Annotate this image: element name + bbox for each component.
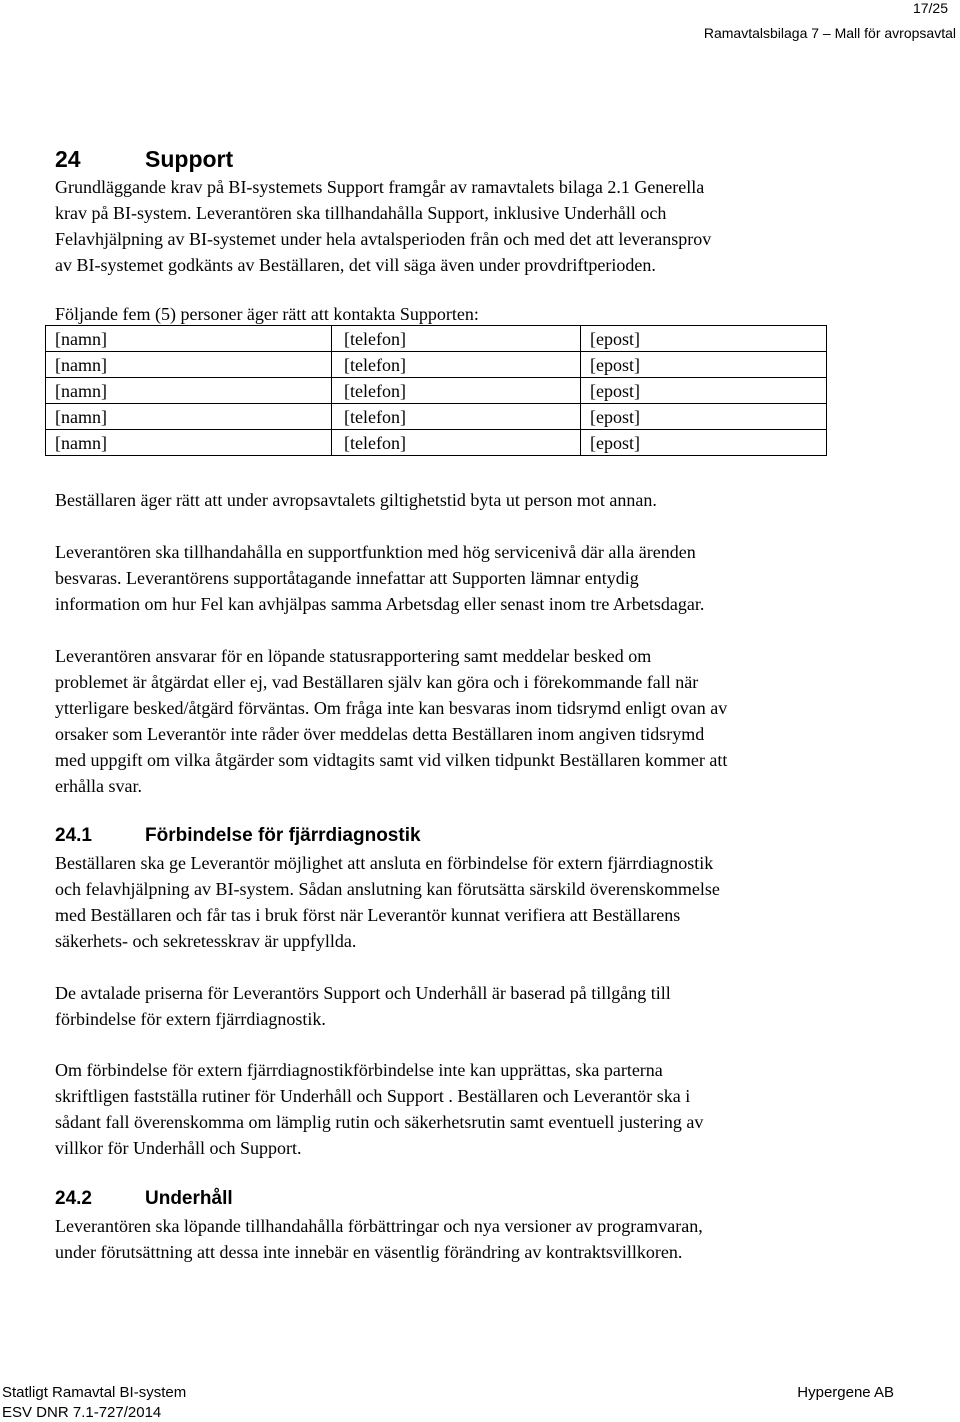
table-row: [46, 404, 827, 430]
table-row: [46, 352, 827, 378]
section-24-2-heading: [55, 1188, 233, 1210]
name-cell: [namn]: [46, 404, 332, 430]
table-row: [46, 378, 827, 404]
section-24-heading: [55, 146, 233, 173]
text-line: och felavhjälpning av BI-system. Sådan anslutning kan förutsätta särskild överenskommelse: [55, 879, 720, 899]
email-cell: [epost]: [581, 430, 827, 456]
phone-cell: [telefon]: [332, 430, 581, 456]
table-row: [46, 430, 827, 456]
text-line: med Beställaren och får tas i bruk först när Leverantör kunnat verifiera att Beställarens: [55, 905, 681, 925]
text-line: Om förbindelse för extern fjärrdiagnostikförbindelse inte kan upprättas, ska parterna: [55, 1060, 663, 1080]
name-cell: [namn]: [46, 326, 332, 352]
phone-cell: [telefon]: [332, 352, 581, 378]
text-line: orsaker som Leverantör inte råder över meddelas detta Beställaren inom angiven tidsrymd: [55, 724, 705, 744]
footer-company: Hypergene AB: [797, 1384, 894, 1401]
section-24-paragraph-1: [55, 174, 845, 278]
page-number: 17/25: [912, 0, 948, 16]
section-title: Förbindelse för fjärrdiagnostik: [145, 825, 421, 846]
text-line: med uppgift om vilka åtgärder som vidtagits samt vid vilken tidpunkt Beställaren kommer att: [55, 750, 728, 770]
email-cell: [epost]: [581, 404, 827, 430]
text-line: Beställaren ska ge Leverantör möjlighet att ansluta en förbindelse för extern fjärrdiagnostik: [55, 853, 714, 873]
section-24-2-paragraph-1: [55, 1213, 845, 1265]
text-line: De avtalade priserna för Leverantörs Support och Underhåll är baserad på tillgång till: [55, 983, 671, 1003]
text-line: skriftligen fastställa rutiner för Underhåll och Support . Beställaren och Leverantör ska i: [55, 1086, 691, 1106]
email-cell: [epost]: [581, 352, 827, 378]
section-24-1-paragraph-2: [55, 980, 845, 1032]
section-24-1-heading: [55, 825, 421, 847]
section-24-1-paragraph-3: [55, 1057, 845, 1161]
section-24-paragraph-2: [55, 487, 845, 513]
email-cell: [epost]: [581, 378, 827, 404]
footer-org: Statligt Ramavtal BI-system: [2, 1384, 187, 1401]
text-line: Leverantören ansvarar för en löpande statusrapportering samt meddelar besked om: [55, 646, 652, 666]
name-cell: [namn]: [46, 430, 332, 456]
name-cell: [namn]: [46, 378, 332, 404]
contacts-table: [45, 325, 827, 456]
name-cell: [namn]: [46, 352, 332, 378]
section-24-paragraph-3: [55, 539, 845, 617]
text-line: information om hur Fel kan avhjälpas samma Arbetsdag eller senast inom tre Arbetsdagar.: [55, 594, 705, 614]
footer-dnr: ESV DNR 7.1-727/2014: [2, 1404, 162, 1421]
section-number: 24.1: [55, 825, 92, 846]
text-line: Leverantören ska tillhandahålla en supportfunktion med hög servicenivå där alla ärenden: [55, 542, 696, 562]
text-line: ytterligare besked/åtgärd förväntas. Om fråga inte kan besvaras inom tidsrymd enligt ovan av: [55, 698, 728, 718]
text-line: under förutsättning att dessa inte innebär en väsentlig förändring av kontraktsvillkoren.: [55, 1242, 683, 1262]
section-number: 24.2: [55, 1188, 92, 1209]
section-24-paragraph-4: [55, 643, 845, 799]
text-line: sådant fall överenskomma om lämplig rutin och säkerhetsrutin samt eventuell justering av: [55, 1112, 704, 1132]
text-line: av BI-systemet godkänts av Beställaren, det vill säga även under provdriftperioden.: [55, 255, 656, 275]
text-line: Felavhjälpning av BI-systemet under hela avtalsperioden från och med det att leveransprov: [55, 229, 712, 249]
phone-cell: [telefon]: [332, 404, 581, 430]
text-line: besvaras. Leverantörens supportåtagande innefattar att Supporten lämnar entydig: [55, 568, 639, 588]
text-line: villkor för Underhåll och Support.: [55, 1138, 302, 1158]
contacts-intro: [55, 301, 845, 327]
section-title: Underhåll: [145, 1188, 233, 1209]
text-line: säkerhets- och sekretesskrav är uppfyllda.: [55, 931, 357, 951]
table-row: [46, 326, 827, 352]
text-line: erhålla svar.: [55, 776, 142, 796]
phone-cell: [telefon]: [332, 326, 581, 352]
section-number: 24: [55, 146, 81, 172]
text-line: problemet är åtgärdat eller ej, vad Beställaren själv kan göra och i förekommande fall när: [55, 672, 699, 692]
email-cell: [epost]: [581, 326, 827, 352]
document-title: Ramavtalsbilaga 7 – Mall för avropsavtal: [703, 25, 956, 41]
text-line: Grundläggande krav på BI-systemets Support framgår av ramavtalets bilaga 2.1 Generella: [55, 177, 705, 197]
text-line: Leverantören ska löpande tillhandahålla förbättringar och nya versioner av programvaran,: [55, 1216, 703, 1236]
text-line: förbindelse för extern fjärrdiagnostik.: [55, 1009, 326, 1029]
section-24-1-paragraph-1: [55, 850, 845, 954]
section-title: Support: [145, 146, 234, 172]
text-line: Beställaren äger rätt att under avropsavtalets giltighetstid byta ut person mot annan.: [55, 490, 657, 510]
text-line: krav på BI-system. Leverantören ska tillhandahålla Support, inklusive Underhåll och: [55, 203, 667, 223]
phone-cell: [telefon]: [332, 378, 581, 404]
text-line: Följande fem (5) personer äger rätt att kontakta Supporten:: [55, 304, 479, 324]
